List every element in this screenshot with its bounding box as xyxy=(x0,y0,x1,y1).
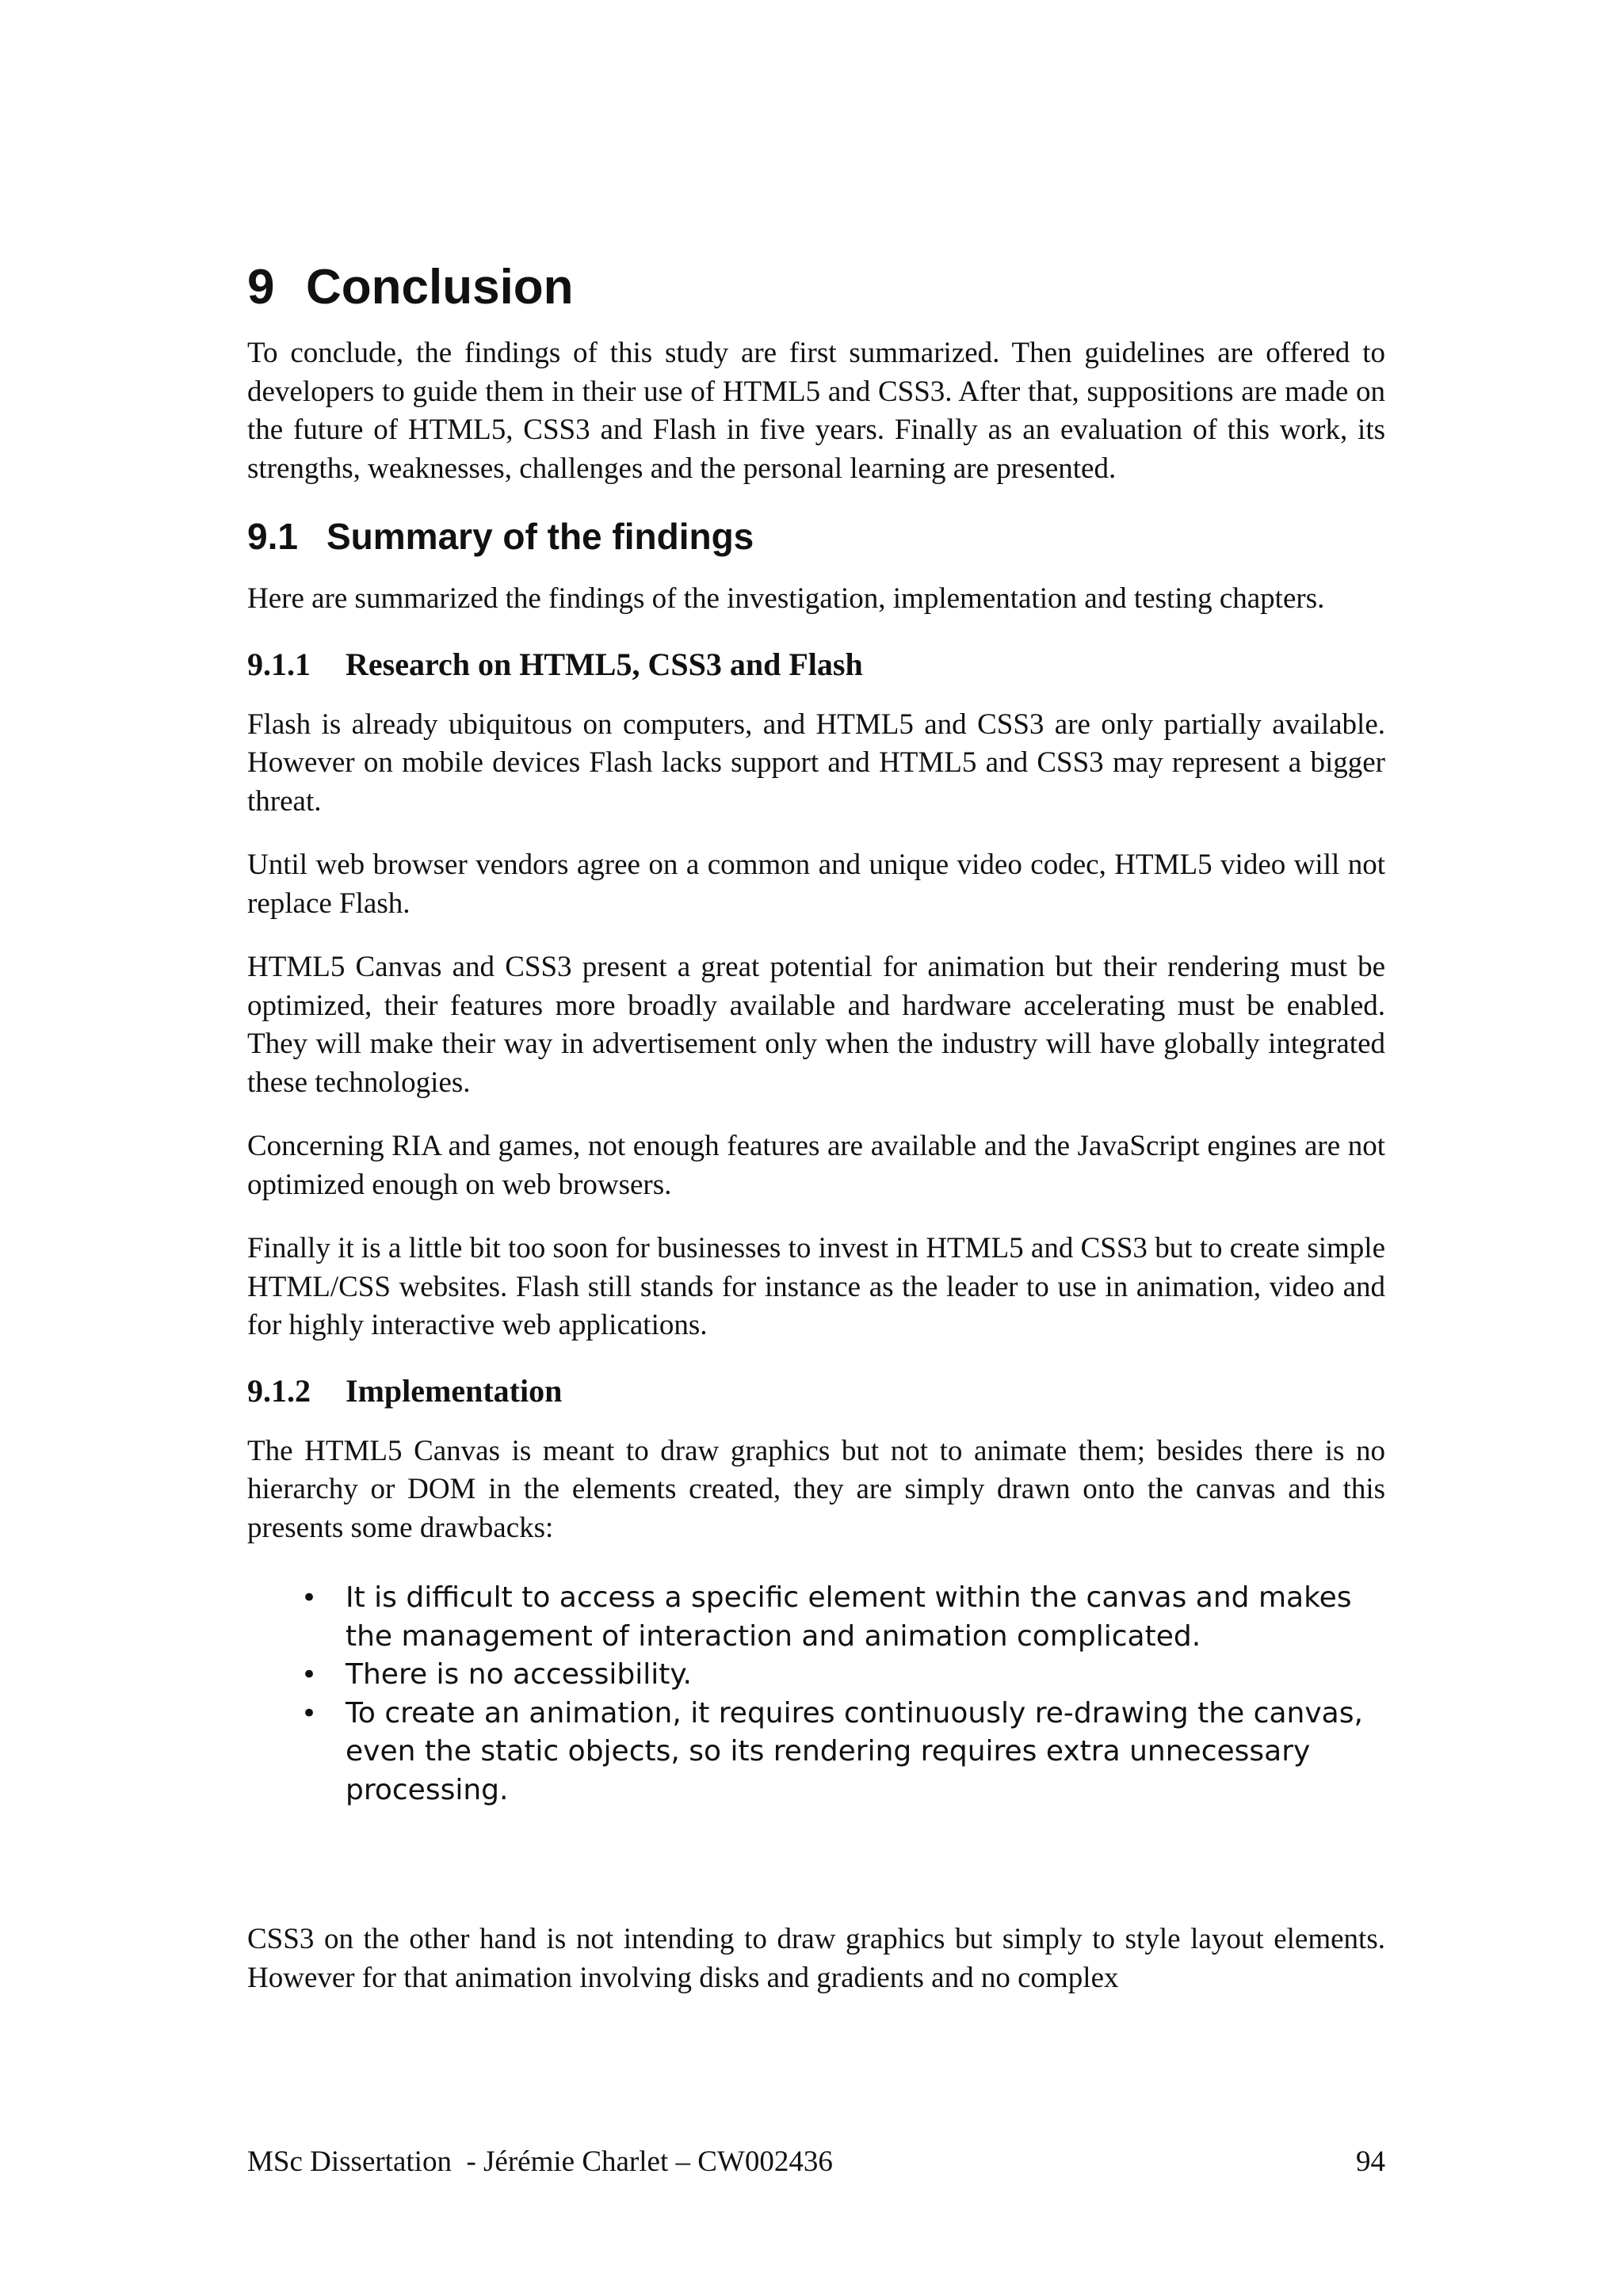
list-item-text: It is difficult to access a specific element within the canvas and makes the management of interaction and animation complicated. xyxy=(346,1581,1352,1653)
subsection-title: Implementation xyxy=(346,1372,563,1409)
subsection-number: 9.1.1 xyxy=(247,646,311,682)
bullet-icon: • xyxy=(301,1582,318,1614)
research-paragraph: Flash is already ubiquitous on computers, and HTML5 and CSS3 are only partially available. However on mobile devices Flash lacks support and HTML5 and CSS3 may represent a bigger threat. xyxy=(247,707,1385,818)
closing-paragraph: CSS3 on the other hand is not intending to draw graphics but simply to style layout elements. However for that animation involving disks and gradients and no complex xyxy=(247,1923,1385,1994)
page-content xyxy=(247,255,1385,2023)
list-item xyxy=(247,1695,1385,1810)
chapter-heading xyxy=(247,255,1385,320)
drawbacks-list xyxy=(247,1579,1385,1810)
section-heading xyxy=(247,513,1385,559)
bullet-icon: • xyxy=(301,1697,318,1730)
section-title: Summary of the findings xyxy=(327,516,754,557)
implementation-intro-paragraph: The HTML5 Canvas is meant to draw graphics but not to animate them; besides there is no hierarchy or DOM in the elements created, they are simply drawn onto the canvas and this presents some drawbacks: xyxy=(247,1434,1385,1544)
list-item xyxy=(247,1656,1385,1695)
subsection-heading-implementation xyxy=(247,1371,1385,1412)
subsection-number: 9.1.2 xyxy=(247,1372,311,1409)
research-paragraph: Until web browser vendors agree on a common and unique video codec, HTML5 video will not replace Flash. xyxy=(247,849,1385,920)
list-item-text: To create an animation, it requires continuously re-drawing the canvas, even the static objects, so its rendering requires extra unnecessary processing. xyxy=(346,1696,1363,1806)
list-item-text: There is no accessibility. xyxy=(346,1658,692,1691)
chapter-intro-paragraph: To conclude, the findings of this study are first summarized. Then guidelines are offered to developers to guide them in their use of HTML5 and CSS3. After that, suppositions are made on the future of HTML5, CSS3 and Flash in five years. Finally as an evaluation of this work, its strengths, weaknesses, challenges and the personal learning are presented. xyxy=(247,337,1385,485)
research-paragraph: HTML5 Canvas and CSS3 present a great potential for animation but their rendering must be optimized, their features more broadly available and hardware accelerating must be enabled. They will make their way in advertisement only when the industry will have globally integrated these technologies. xyxy=(247,951,1385,1099)
list-item xyxy=(247,1579,1385,1656)
subsection-heading-research xyxy=(247,644,1385,685)
chapter-title: Conclusion xyxy=(306,260,574,315)
bullet-icon: • xyxy=(301,1659,318,1691)
research-paragraph: Finally it is a little bit too soon for businesses to invest in HTML5 and CSS3 but to create simple HTML/CSS websites. Flash still stands for instance as the leader to use in animation, video and for highly interactive web applications. xyxy=(247,1232,1385,1341)
chapter-number: 9 xyxy=(247,260,275,315)
page-number: 94 xyxy=(1356,2145,1385,2178)
page-footer xyxy=(247,2143,1385,2181)
section-intro-paragraph: Here are summarized the findings of the investigation, implementation and testing chapters. xyxy=(247,582,1325,615)
footer-text: MSc Dissertation - Jérémie Charlet – CW002436 xyxy=(247,2145,833,2178)
subsection-title: Research on HTML5, CSS3 and Flash xyxy=(346,646,863,682)
section-number: 9.1 xyxy=(247,516,298,557)
research-paragraph: Concerning RIA and games, not enough features are available and the JavaScript engines are not optimized enough on web browsers. xyxy=(247,1130,1385,1201)
